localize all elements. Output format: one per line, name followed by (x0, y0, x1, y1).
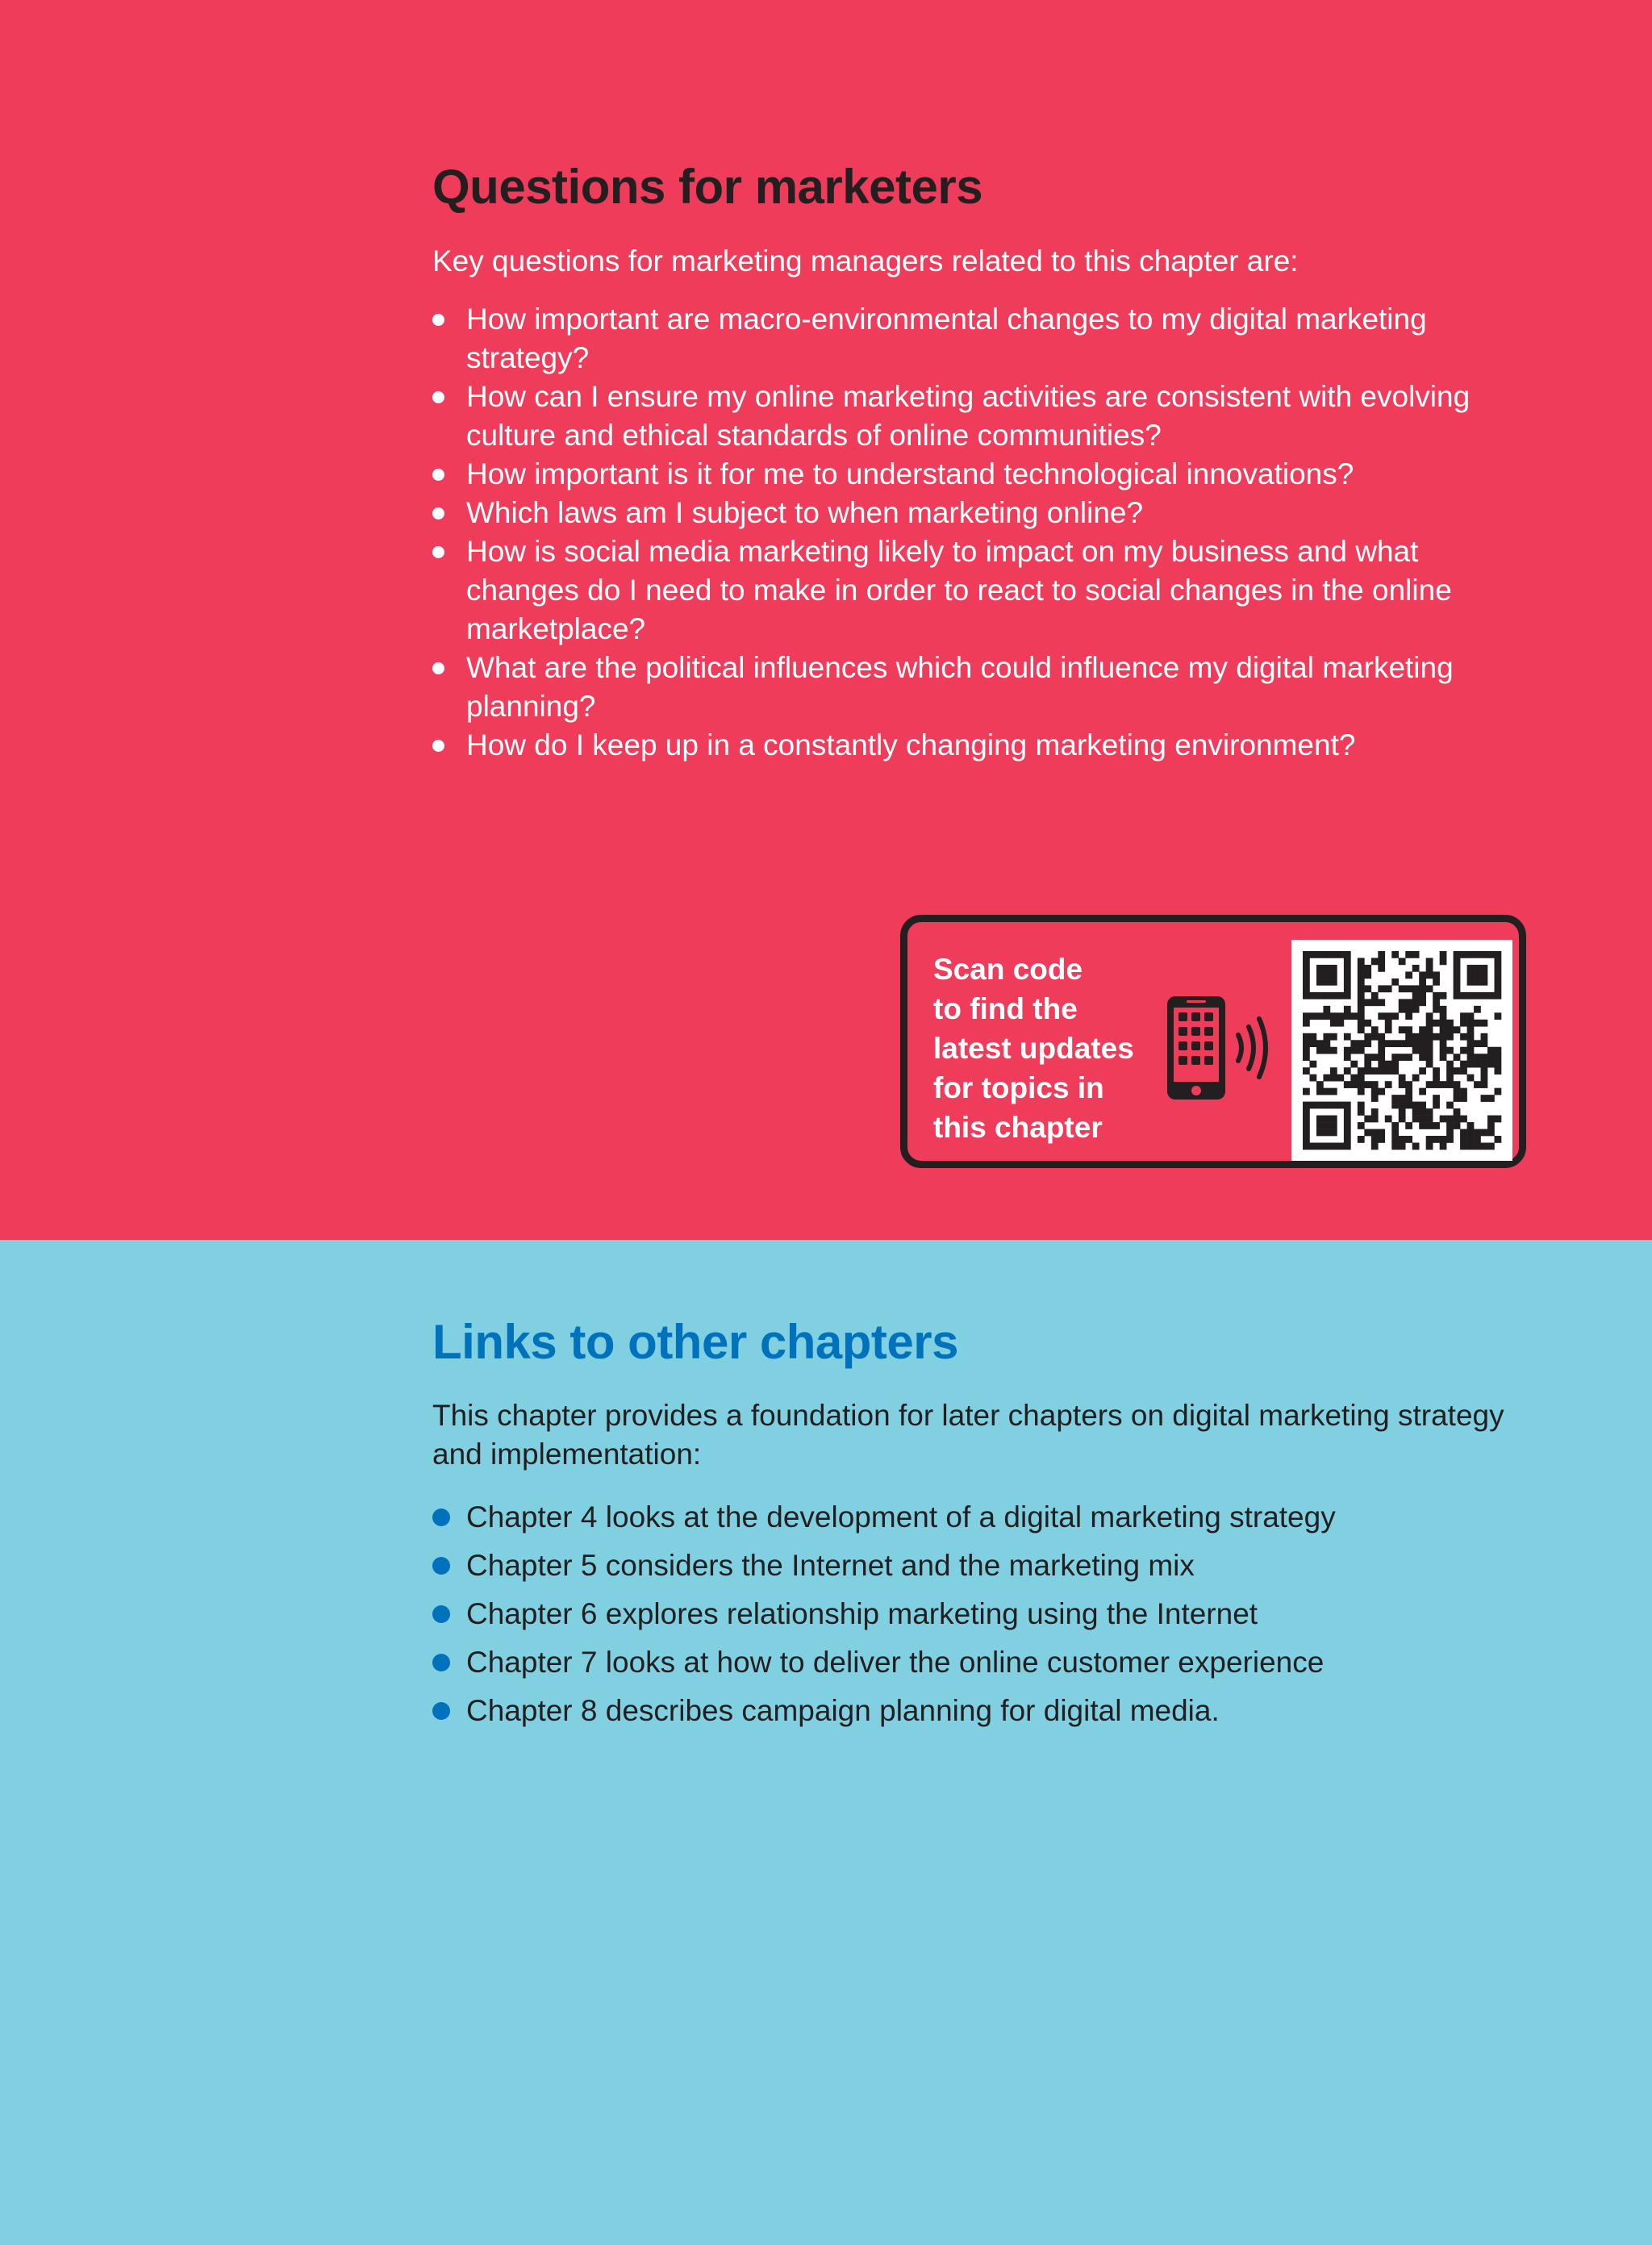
bullet-icon (432, 1654, 450, 1671)
bullet-icon (432, 662, 444, 674)
links-list (432, 1493, 1336, 1735)
qr-code-graphic (1291, 940, 1512, 1161)
questions-intro: Key questions for marketing managers related to this chapter are: (432, 244, 1299, 277)
list-item: What are the political influences which could influence my digital marketing planning? (432, 649, 1537, 726)
bullet-icon (432, 546, 444, 558)
questions-list (432, 300, 1537, 765)
links-title: Links to other chapters (432, 1315, 958, 1369)
bullet-icon (432, 469, 444, 481)
list-item: Chapter 5 considers the Internet and the marketing mix (432, 1542, 1336, 1590)
list-item: Chapter 4 looks at the development of a digital marketing strategy (432, 1493, 1336, 1542)
bullet-icon (432, 314, 444, 326)
list-item: How is social media marketing likely to impact on my business and what changes do I need to make in order to react to social changes in the online marketplace? (432, 532, 1537, 649)
links-intro: This chapter provides a foundation for later chapters on digital marketing strategy and implementation: (432, 1399, 1504, 1471)
bullet-icon (432, 391, 444, 403)
smartphone-icon (1167, 996, 1288, 1101)
qr-code-icon (1291, 940, 1512, 1161)
bullet-icon (432, 507, 444, 520)
list-item: How do I keep up in a constantly changing marketing environment? (432, 726, 1537, 765)
list-item: Chapter 7 looks at how to deliver the online customer experience (432, 1638, 1336, 1687)
bullet-icon (432, 1508, 450, 1526)
list-item: Chapter 6 explores relationship marketing using the Internet (432, 1590, 1336, 1638)
list-item: Which laws am I subject to when marketing online? (432, 494, 1537, 532)
bullet-icon (432, 1702, 450, 1720)
list-item: How can I ensure my online marketing activities are consistent with evolving culture and ethical standards of online communities? (432, 378, 1537, 455)
bullet-icon (432, 1605, 450, 1623)
scan-code-box (900, 915, 1526, 1168)
scan-code-text: Scan code to find the latest updates for topics in this chapter (933, 953, 1134, 1144)
list-item: How important is it for me to understand technological innovations? (432, 455, 1537, 494)
list-item: Chapter 8 describes campaign planning for digital media. (432, 1687, 1336, 1735)
questions-title: Questions for marketers (432, 160, 983, 214)
list-item: How important are macro-environmental changes to my digital marketing strategy? (432, 300, 1537, 378)
bullet-icon (432, 1557, 450, 1575)
links-section (0, 1240, 1652, 2245)
bullet-icon (432, 740, 444, 752)
